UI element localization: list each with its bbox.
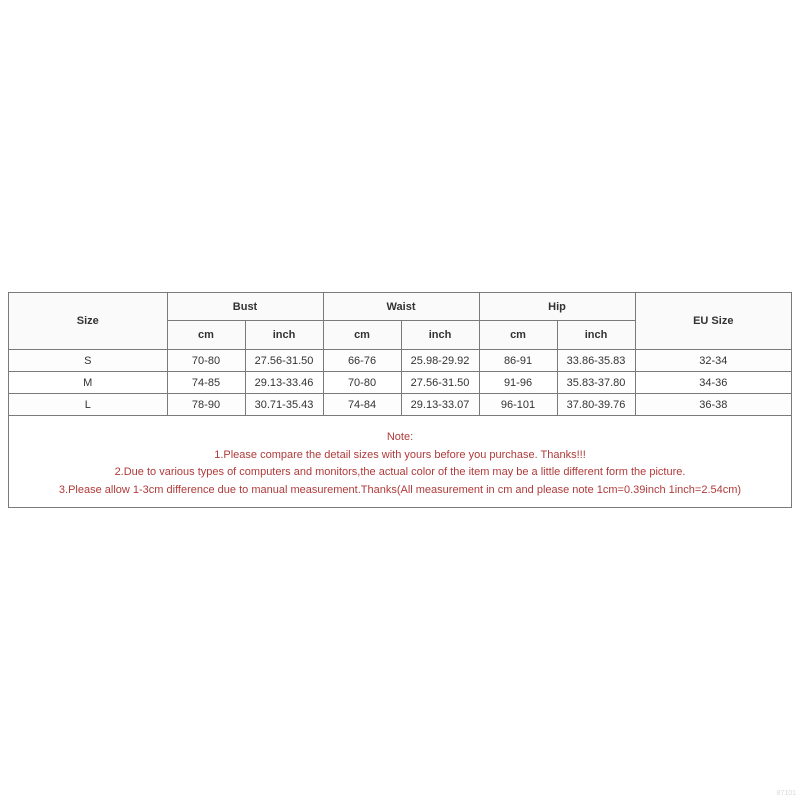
header-waist-inch: inch (401, 321, 479, 350)
cell-waist-inch: 29.13-33.07 (401, 394, 479, 416)
cell-bust-cm: 70-80 (167, 350, 245, 372)
table-row (9, 350, 791, 372)
header-eu-size: EU Size (635, 293, 791, 350)
cell-waist-inch: 27.56-31.50 (401, 372, 479, 394)
header-waist-cm: cm (323, 321, 401, 350)
cell-bust-cm: 74-85 (167, 372, 245, 394)
header-bust: Bust (167, 293, 323, 321)
cell-eu-size: 34-36 (635, 372, 791, 394)
watermark: 87101 (776, 790, 796, 797)
notes-section (9, 418, 791, 507)
cell-hip-cm: 86-91 (479, 350, 557, 372)
note-title: Note: (386, 431, 414, 443)
cell-waist-inch: 25.98-29.92 (401, 350, 479, 372)
cell-hip-inch: 33.86-35.83 (557, 350, 635, 372)
cell-hip-cm: 91-96 (479, 372, 557, 394)
cell-bust-inch: 30.71-35.43 (245, 394, 323, 416)
header-hip: Hip (479, 293, 635, 321)
cell-eu-size: 32-34 (635, 350, 791, 372)
header-size: Size (9, 293, 167, 350)
cell-bust-cm: 78-90 (167, 394, 245, 416)
note-line-3: 3.Please allow 1-3cm difference due to manual measurement.Thanks(All measurement in cm and please note 1cm=0.39inch 1inch=2.54cm) (58, 483, 742, 496)
cell-eu-size: 36-38 (635, 394, 791, 416)
header-hip-inch: inch (557, 321, 635, 350)
header-bust-inch: inch (245, 321, 323, 350)
cell-size: M (9, 372, 167, 394)
cell-hip-inch: 37.80-39.76 (557, 394, 635, 416)
cell-waist-cm: 66-76 (323, 350, 401, 372)
table-row (9, 372, 791, 394)
cell-waist-cm: 70-80 (323, 372, 401, 394)
cell-bust-inch: 27.56-31.50 (245, 350, 323, 372)
table-row (9, 394, 791, 416)
size-table (9, 293, 791, 416)
size-chart (8, 292, 792, 508)
header-waist: Waist (323, 293, 479, 321)
cell-hip-inch: 35.83-37.80 (557, 372, 635, 394)
note-line-2: 2.Due to various types of computers and monitors,the actual color of the item may be a little different form the picture. (114, 466, 686, 478)
cell-size: S (9, 350, 167, 372)
cell-size: L (9, 394, 167, 416)
cell-hip-cm: 96-101 (479, 394, 557, 416)
header-hip-cm: cm (479, 321, 557, 350)
note-line-1: 1.Please compare the detail sizes with yours before you purchase. Thanks!!! (214, 448, 586, 461)
header-bust-cm: cm (167, 321, 245, 350)
header-row-main (9, 293, 791, 321)
cell-waist-cm: 74-84 (323, 394, 401, 416)
cell-bust-inch: 29.13-33.46 (245, 372, 323, 394)
